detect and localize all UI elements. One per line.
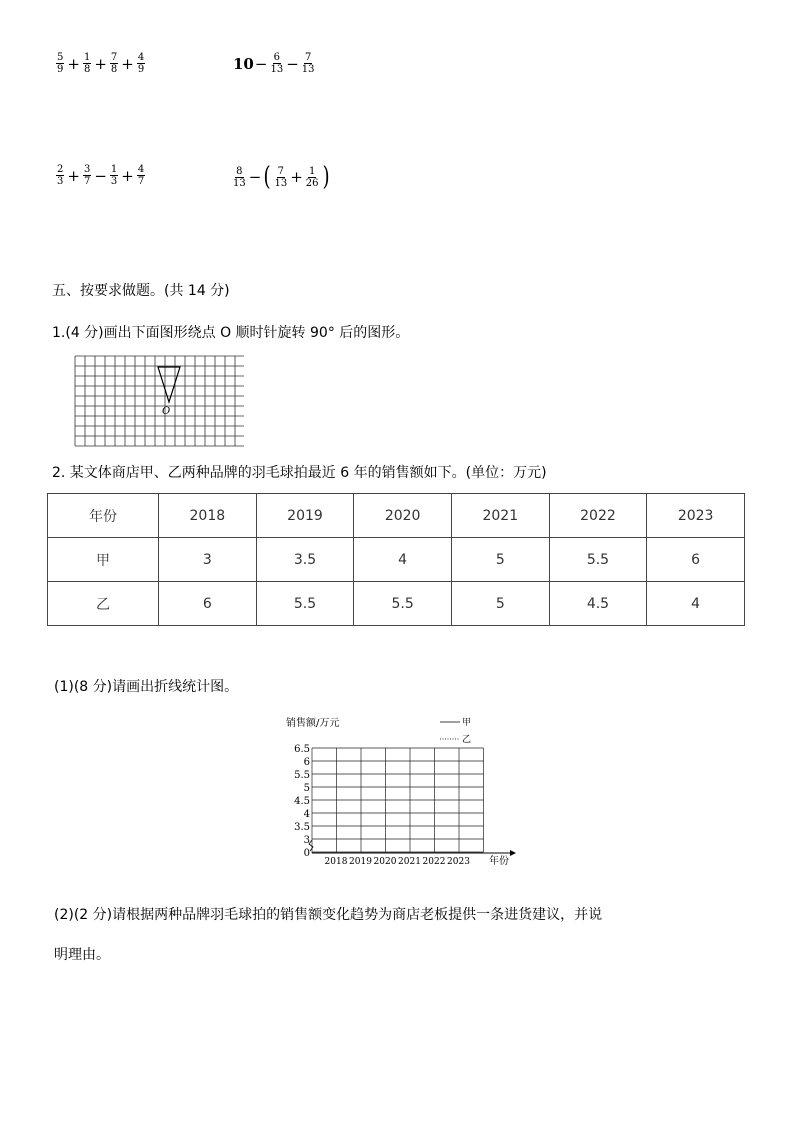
table-row — [48, 538, 745, 582]
triangle-shape — [158, 367, 180, 402]
x-axis-arrow-icon — [510, 850, 516, 856]
table-cell: 甲 — [48, 538, 159, 582]
table-header-row — [48, 494, 745, 538]
fraction: $\frac{1}{3}$ — [110, 164, 118, 187]
y-tick-label: 3.5 — [294, 822, 310, 833]
legend-label-yi: 乙 — [462, 735, 472, 745]
table-cell: 乙 — [48, 582, 159, 626]
fraction: $\frac{7}{8}$ — [110, 52, 118, 75]
table-cell: 2023 — [647, 494, 745, 538]
fraction: $\frac{3}{7}$ — [83, 164, 91, 187]
point-o-label: O — [162, 406, 171, 417]
y-tick-label: 4 — [303, 809, 310, 820]
table-cell: 6 — [159, 582, 257, 626]
x-tick-label: 2020 — [373, 857, 397, 867]
sub-question-1: (1)(8 分)请画出折线统计图。 — [54, 679, 239, 695]
y-tick-label: 6.5 — [294, 744, 310, 755]
y-tick-label: 5.5 — [294, 770, 310, 781]
y-tick-label: 3 — [303, 835, 310, 846]
fraction: $\frac{1}{8}$ — [83, 52, 91, 75]
x-axis-label: 年份 — [489, 856, 509, 867]
fraction: $\frac{8}{13}$ — [233, 165, 246, 189]
section-title: 五、按要求做题。(共 14 分) — [52, 283, 230, 299]
table-cell: 2021 — [451, 494, 549, 538]
question-2: 2. 某文体商店甲、乙两种品牌的羽毛球拍最近 6 年的销售额如下。(单位：万元) — [52, 465, 547, 481]
fraction: $\frac{7}{13}$ — [301, 52, 315, 75]
fraction: $\frac{4}{7}$ — [137, 164, 145, 187]
fraction: $\frac{1}{26}$ — [305, 165, 319, 189]
table-cell: 6 — [647, 538, 745, 582]
table-cell: 5 — [451, 582, 549, 626]
table-cell: 5 — [451, 538, 549, 582]
fraction: $\frac{7}{13}$ — [274, 165, 288, 189]
table-cell: 4 — [354, 538, 452, 582]
table-cell: 5.5 — [354, 582, 452, 626]
sub-question-2-line-1: (2)(2 分)请根据两种品牌羽毛球拍的销售额变化趋势为商店老板提供一条进货建议，并说 — [54, 907, 603, 923]
y-tick-label: 5 — [303, 783, 310, 794]
table-cell: 4.5 — [549, 582, 647, 626]
table-cell: 5.5 — [256, 582, 354, 626]
y-tick-label: 4.5 — [294, 796, 310, 807]
fraction: $\frac{5}{9}$ — [57, 52, 64, 75]
question-1: 1.(4 分)画出下面图形绕点 O 顺时针旋转 90° 后的图形。 — [52, 325, 410, 341]
x-tick-label: 2023 — [447, 857, 470, 867]
rotation-grid — [74, 355, 244, 452]
expression-4: $\frac{8}{13}$ − ( $\frac{7}{13}$ + $\frac{1}{26}$ ) — [233, 162, 330, 192]
expression-2: 10 − $\frac{6}{13}$ − $\frac{7}{13}$ — [233, 52, 315, 75]
table-cell: 2022 — [549, 494, 647, 538]
x-tick-label: 2022 — [422, 857, 446, 867]
x-tick-label: 2019 — [349, 857, 372, 867]
legend-label-jia: 甲 — [462, 718, 472, 728]
sub-question-2-line-2: 明理由。 — [54, 947, 110, 963]
line-chart — [280, 712, 520, 872]
table-cell: 4 — [647, 582, 745, 626]
table-cell: 年份 — [48, 494, 159, 538]
table-cell: 2020 — [354, 494, 452, 538]
table-cell: 2019 — [256, 494, 354, 538]
table-row — [48, 582, 745, 626]
fraction: $\frac{2}{3}$ — [57, 164, 64, 187]
x-tick-label: 2021 — [398, 857, 421, 867]
fraction: $\frac{4}{9}$ — [137, 52, 145, 75]
expression-1: $\frac{5}{9}$ + $\frac{1}{8}$ + $\frac{7}{8}$ + $\frac{4}{9}$ — [57, 52, 145, 75]
sales-table — [47, 493, 745, 626]
x-tick-label: 2018 — [324, 857, 348, 867]
y-tick-label: 0 — [303, 848, 310, 859]
fraction: $\frac{6}{13}$ — [270, 52, 284, 75]
y-axis-label: 销售额/万元 — [286, 718, 340, 729]
table-cell: 2018 — [159, 494, 257, 538]
table-cell: 3.5 — [256, 538, 354, 582]
table-cell: 3 — [159, 538, 257, 582]
y-tick-label: 6 — [303, 757, 310, 768]
expression-3: $\frac{2}{3}$ + $\frac{3}{7}$ − $\frac{1}{3}$ + $\frac{4}{7}$ — [57, 164, 145, 187]
table-cell: 5.5 — [549, 538, 647, 582]
